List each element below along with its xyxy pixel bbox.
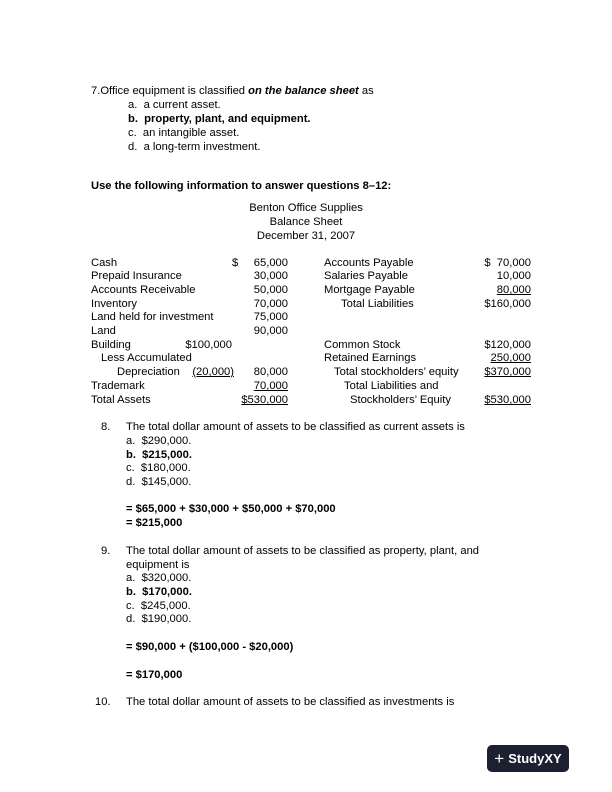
q10-stem: The total dollar amount of assets to be classified as investments is [126, 696, 455, 708]
q8-option-a: a. $290,000. [126, 435, 192, 447]
total-assets-value: $530,000 [241, 394, 288, 406]
q9-option-b: b. $170,000. [126, 586, 192, 598]
total-liabilities-label: Total Liabilities [341, 298, 414, 310]
cash-dollar-sign: $ [232, 257, 239, 269]
q9-stem-line-2: equipment is [126, 559, 190, 571]
q7-stem-emphasis: on the balance sheet [248, 85, 359, 97]
q7-stem [91, 85, 374, 98]
q10-number: 10. [95, 696, 111, 708]
q9-stem-line-1: The total dollar amount of assets to be classified as property, plant, and [126, 545, 480, 557]
retained-earnings-value: 250,000 [490, 352, 531, 364]
building-label: Building [91, 339, 131, 351]
statement-date: December 31, 2007 [256, 230, 356, 242]
accounts-payable-value: $ 70,000 [484, 257, 531, 269]
land-investment-value: 75,000 [253, 311, 288, 323]
q9-number: 9. [101, 545, 111, 557]
common-stock-value: $120,000 [484, 339, 531, 351]
q8-number: 8. [101, 421, 111, 433]
total-equity-value: $370,000 [484, 366, 531, 378]
total-liabilities-equity-label-1: Total Liabilities and [344, 380, 439, 392]
q7-option-d: d. a long-term investment. [128, 141, 261, 153]
q8-work-line-2: = $215,000 [126, 517, 183, 529]
q7-option-b: b. property, plant, and equipment. [128, 113, 311, 125]
total-liabilities-equity-label-2: Stockholders’ Equity [350, 394, 451, 406]
plus-icon: + [494, 749, 505, 768]
total-liabilities-value: $160,000 [484, 298, 531, 310]
q8-option-b: b. $215,000. [126, 449, 192, 461]
q9-option-c: c. $245,000. [126, 600, 191, 612]
q7-option-c: c. an intangible asset. [128, 127, 240, 139]
mortgage-payable-value: 80,000 [496, 284, 531, 296]
inventory-label: Inventory [91, 298, 138, 310]
q8-work-line-1: = $65,000 + $30,000 + $50,000 + $70,000 [126, 503, 336, 515]
total-assets-label: Total Assets [91, 394, 151, 406]
q8-stem: The total dollar amount of assets to be classified as current assets is [126, 421, 465, 433]
q9-work-line-1: = $90,000 + ($100,000 - $20,000) [126, 641, 294, 653]
q7-stem-post: as [358, 85, 374, 97]
net-building-value: 80,000 [253, 366, 288, 378]
accounts-receivable-value: 50,000 [253, 284, 288, 296]
common-stock-label: Common Stock [324, 339, 401, 351]
depreciation-value: (20,000) [192, 366, 234, 378]
total-liabilities-equity-value: $530,000 [484, 394, 531, 406]
trademark-value: 70,000 [253, 380, 288, 392]
cash-value: 65,000 [253, 257, 288, 269]
land-value: 90,000 [253, 325, 288, 337]
land-investment-label: Land held for investment [91, 311, 214, 323]
prepaid-insurance-value: 30,000 [253, 270, 288, 282]
retained-earnings-label: Retained Earnings [324, 352, 417, 364]
trademark-label: Trademark [91, 380, 145, 392]
prepaid-insurance-label: Prepaid Insurance [91, 270, 182, 282]
depreciation-label: Depreciation [117, 366, 180, 378]
accounts-receivable-label: Accounts Receivable [91, 284, 196, 296]
salaries-payable-value: 10,000 [496, 270, 531, 282]
statement-title: Balance Sheet [269, 216, 343, 228]
accounts-payable-label: Accounts Payable [324, 257, 414, 269]
company-name: Benton Office Supplies [249, 202, 363, 214]
less-accumulated-label: Less Accumulated [101, 352, 192, 364]
q9-option-a: a. $320,000. [126, 572, 192, 584]
studyxy-logo [487, 745, 569, 772]
salaries-payable-label: Salaries Payable [324, 270, 408, 282]
land-label: Land [91, 325, 116, 337]
building-value: $100,000 [185, 339, 232, 351]
total-equity-label: Total stockholders’ equity [334, 366, 459, 378]
inventory-value: 70,000 [253, 298, 288, 310]
q9-work-line-2: = $170,000 [126, 669, 183, 681]
logo-text: StudyXY [508, 751, 562, 766]
q7-stem-pre: 7.Office equipment is classified [91, 85, 249, 97]
mortgage-payable-label: Mortgage Payable [324, 284, 415, 296]
q9-option-d: d. $190,000. [126, 613, 192, 625]
q8-option-d: d. $145,000. [126, 476, 192, 488]
q8-option-c: c. $180,000. [126, 462, 191, 474]
cash-label: Cash [91, 257, 118, 269]
q7-option-a: a. a current asset. [128, 99, 221, 111]
section-heading: Use the following information to answer questions 8–12: [91, 180, 392, 192]
